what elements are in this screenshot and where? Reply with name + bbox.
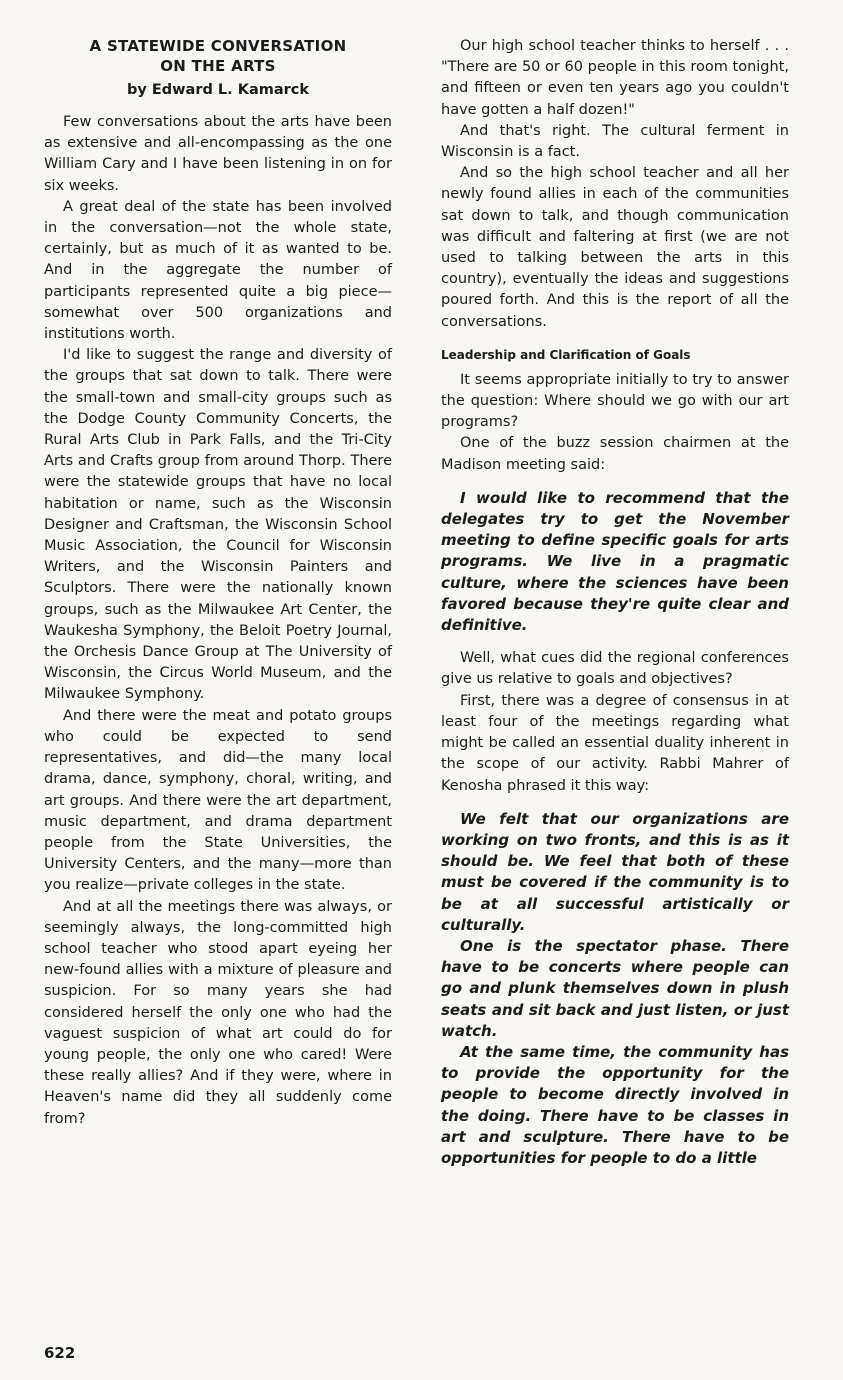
page-number: 622 — [44, 1344, 76, 1362]
right-paragraph-4: It seems appropriate initially to try to answer the question: Where should we go with our art programs? — [441, 371, 789, 431]
quote-3: One is the spectator phase. There have to be concerts where people can go and plunk themselves down in plush seats and sit back and just listen, or just watch. — [441, 936, 789, 1040]
right-paragraph-2: And that's right. The cultural ferment in Wisconsin is a fact. — [441, 122, 789, 161]
right-paragraph-1: Our high school teacher thinks to herself . . . "There are 50 or 60 people in this room tonight, and fifteen or even ten years ago you couldn't have gotten a half dozen!" — [441, 38, 789, 118]
quote-2: We felt that our organizations are working on two fronts, and this is as it should be. We feel that both of these must be covered if the community is to be at all successful artistically or culturally. — [441, 809, 789, 934]
article-title-line-1: A STATEWIDE CONVERSATION — [89, 37, 347, 55]
quote-4: At the same time, the community has to provide the opportunity for the people to become directly involved in the doing. There have to be classes in art and sculpture. There have to be opportunities for people to do a little — [441, 1042, 789, 1167]
left-paragraph-3: I'd like to suggest the range and diversity of the groups that sat down to talk. There were the small-town and small-city groups such as the Dodge County Community Concerts, the Rural Arts Club in Park Falls, and the Tri-City Arts and Crafts group from around Thorp. There were the statewide groups that have no local habitation or name, such as the Wisconsin Designer and Craftsman, the Wisconsin School Music Association, the Council for Wisconsin Writers, and the Wisconsin Painters and Sculptors. There were the nationally known groups, such as the Milwaukee Art Center, the Waukesha Symphony, the Beloit Poetry Journal, the Orchesis Dance Group at The University of Wisconsin, the Circus World Museum, and the Milwaukee Symphony. — [44, 347, 392, 703]
right-paragraph-7: First, there was a degree of consensus in at least four of the meetings regarding what might be called an essential duality inherent in the scope of our activity. Rabbi Mahrer of Kenosha phrased it this way: — [441, 692, 789, 794]
right-paragraph-5: One of the buzz session chairmen at the Madison meeting said: — [441, 435, 789, 473]
left-column — [44, 36, 392, 1130]
article-title-line-2: ON THE ARTS — [160, 57, 276, 75]
left-paragraph-1: Few conversations about the arts have been as extensive and all-encompassing as the one William Cary and I have been listening in on for six weeks. — [44, 114, 392, 194]
right-column — [441, 36, 789, 1169]
quote-1: I would like to recommend that the delegates try to get the November meeting to define specific goals for arts programs. We live in a pragmatic culture, where the sciences have been favored because they're quite clear and definitive. — [441, 488, 789, 635]
right-paragraph-6: Well, what cues did the regional conferences give us relative to goals and objectives? — [441, 650, 789, 688]
right-paragraph-3: And so the high school teacher and all her newly found allies in each of the communities sat down to talk, and though communication was difficult and faltering at first (we are not used to talking between the arts in this country), eventually the ideas and suggestions poured forth. And this is the report of all the conversations. — [441, 165, 789, 330]
left-paragraph-5: And at all the meetings there was always, or seemingly always, the long-committed high school teacher who stood apart eyeing her new-found allies with a mixture of pleasure and suspicion. For so many years she had considered herself the only one who had the vaguest suspicion of what art could do for young people, the only one who cared! Were these really allies? And if they were, where in Heaven's name did they all suddenly come from? — [44, 898, 392, 1127]
left-paragraph-4: And there were the meat and potato groups who could be expected to send representatives, and did—the many local drama, dance, symphony, choral, writing, and art groups. And there were the art department, music department, and drama department people from the State Universities, the University Centers, and the many—more than you realize—private colleges in the state. — [44, 707, 392, 894]
section-heading: Leadership and Clarification of Goals — [441, 347, 691, 362]
left-paragraph-2: A great deal of the state has been involved in the conversation—not the whole state, certainly, but as much of it as wanted to be. And in the aggregate the number of participants represented quite a big piece—somewhat over 500 organizations and institutions worth. — [44, 198, 392, 343]
byline: by Edward L. Kamarck — [126, 82, 310, 98]
article-title — [44, 36, 392, 76]
